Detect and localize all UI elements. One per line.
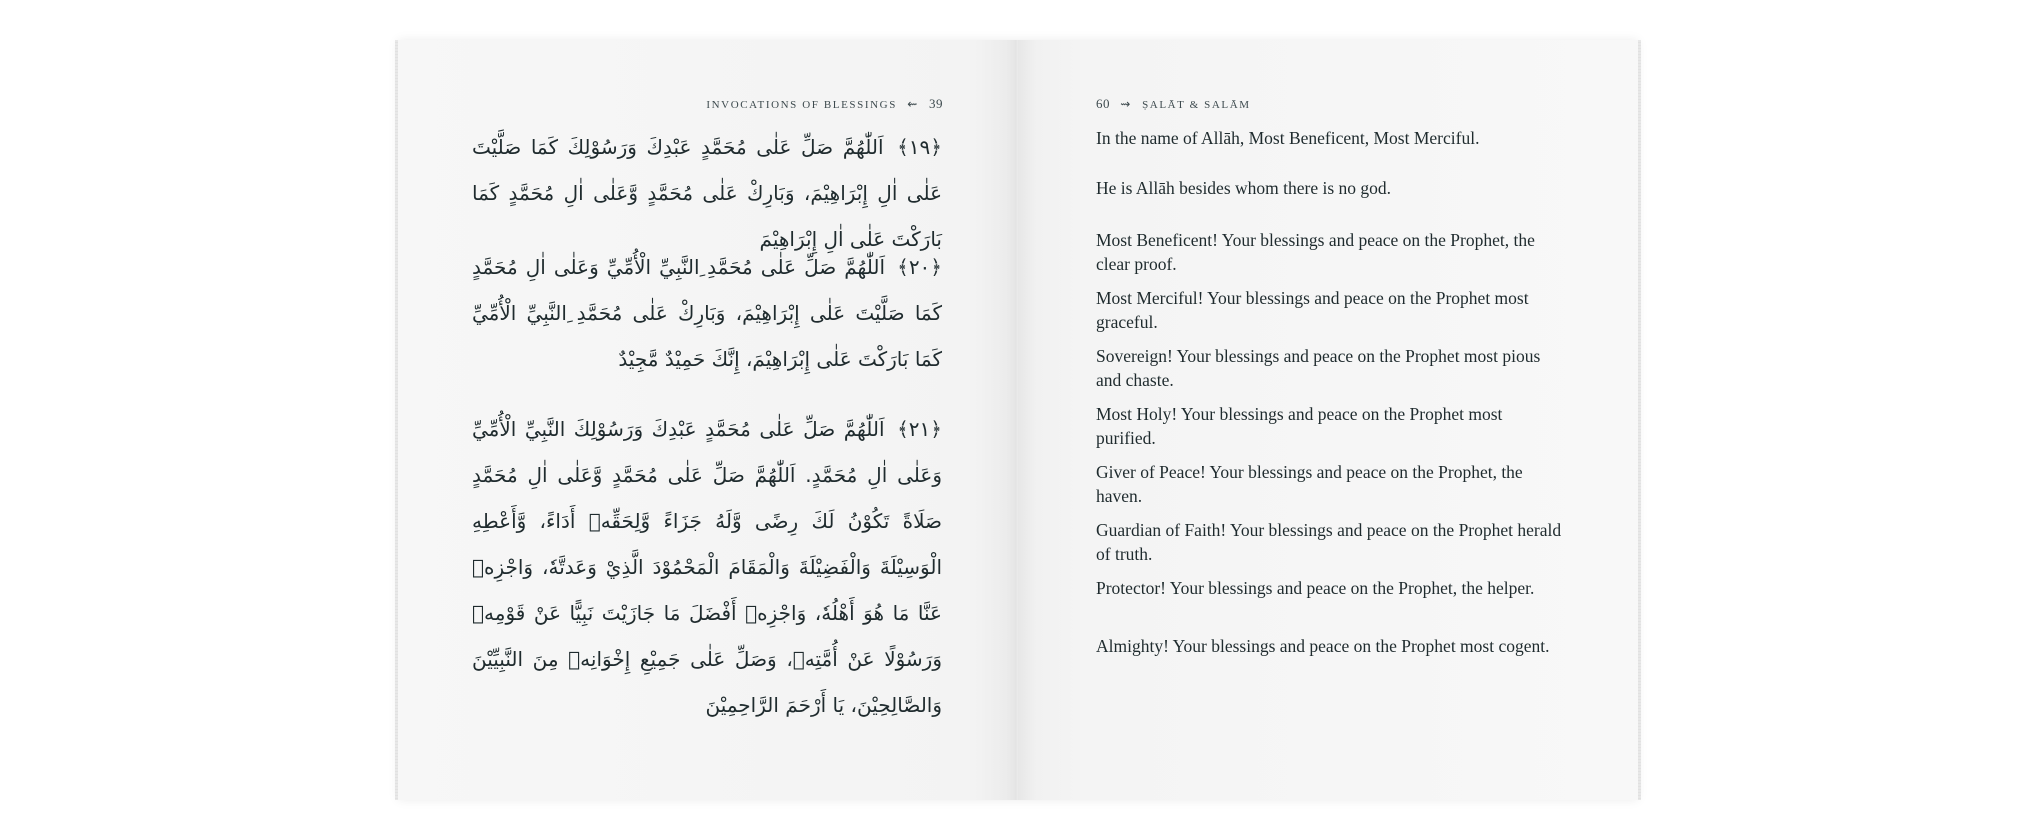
right-page-edge [1638, 40, 1641, 800]
open-book-spread [398, 40, 1638, 800]
left-page-number: 39 [929, 96, 943, 111]
translation-line: Most Merciful! Your blessings and peace on the Prophet most graceful. [1096, 288, 1529, 332]
arabic-text-21: اَللّٰهُمَّ صَلِّ عَلٰى مُحَمَّدٍ عَبْدِكَ وَرَسُوْلِكَ النَّبِيِّ الْأُمِّيِّ وَعَلٰى اٰلِ مُحَمَّدٍ. اَللّٰهُمَّ صَلِّ عَلٰى مُحَمَّدٍ وَّعَلٰى اٰلِ مُحَمَّدٍ صَلَاةً تَكُوْنُ لَكَ رِضًى وَّلَهُ جَزَاءً وَّلِحَقِّهٖ أَدَاءً، وَّأَعْطِهِ الْوَسِيْلَةَ وَالْفَضِيْلَةَ وَالْمَقَامَ الْمَحْمُوْدَ الَّذِيْ وَعَدتَّهٗ، وَاجْزِهٖ عَنَّا مَا هُوَ أَهْلُهٗ، وَاجْزِهٖ أَفْضَلَ مَا جَازَيْتَ نَبِيًّا عَنْ قَوْمِهٖ وَرَسُوْلًا عَنْ أُمَّتِهٖ، وَصَلِّ عَلٰى جَمِيْعِ إِخْوَانِهٖ مِنَ النَّبِيِّيْنَ وَالصَّالِحِيْنَ، يَا أَرْحَمَ الرَّاحِمِيْنَ [472, 417, 942, 717]
right-running-head-title: ṢALĀT & SALĀM [1142, 99, 1251, 111]
translation-line: Almighty! Your blessings and peace on the Prophet most cogent. [1096, 636, 1550, 656]
right-page [1018, 40, 1638, 800]
translation-line: Guardian of Faith! Your blessings and peace on the Prophet herald of truth. [1096, 520, 1562, 564]
left-running-head [706, 96, 943, 112]
translation-line: Most Holy! Your blessings and peace on the Prophet most purified. [1096, 404, 1503, 448]
translation-line: Sovereign! Your blessings and peace on the Prophet most pious and chaste. [1096, 346, 1541, 390]
translation-line: He is Allāh besides whom there is no god. [1096, 178, 1392, 198]
paragraph-number-20: ﴿٢٠﴾ [897, 255, 943, 279]
left-arrow-icon: ⇜ [907, 97, 919, 111]
arabic-text-20: اَللّٰهُمَّ صَلِّ عَلٰى مُحَمَّدِ ِالنَّبِيِّ الْأُمِّيِّ وَعَلٰى اٰلِ مُحَمَّدٍ كَمَا صَلَّيْتَ عَلٰى إِبْرَاهِيْمَ، وَبَارِكْ عَلٰى مُحَمَّدِ ِالنَّبِيِّ الْأُمِّيِّ كَمَا بَارَكْتَ عَلٰى إِبْرَاهِيْمَ، إِنَّكَ حَمِيْدٌ مَّجِيْدٌ [472, 255, 942, 371]
left-running-head-title: INVOCATIONS OF BLESSINGS [706, 99, 897, 111]
right-page-number: 60 [1096, 96, 1110, 111]
right-running-head [1096, 96, 1251, 112]
paragraph-number-19: ﴿١٩﴾ [897, 135, 942, 159]
right-arrow-icon: ⇝ [1120, 97, 1132, 111]
translation-line: Most Beneficent! Your blessings and peace on the Prophet, the clear proof. [1096, 230, 1535, 274]
translation-line: In the name of Allāh, Most Beneficent, Most Merciful. [1096, 128, 1480, 148]
arabic-text-19: اَللّٰهُمَّ صَلِّ عَلٰى مُحَمَّدٍ عَبْدِكَ وَرَسُوْلِكَ كَمَا صَلَّيْتَ عَلٰى اٰلِ إِبْرَاهِيْمَ، وَبَارِكْ عَلٰى مُحَمَّدٍ وَّعَلٰى اٰلِ مُحَمَّدٍ كَمَا بَارَكْتَ عَلٰى اٰلِ إِبْرَاهِيْمَ [472, 135, 942, 251]
arabic-paragraph-21 [472, 406, 942, 728]
left-page [398, 40, 1018, 800]
translation-line: Protector! Your blessings and peace on the Prophet, the helper. [1096, 578, 1535, 598]
arabic-paragraph-19 [472, 124, 942, 262]
paragraph-number-21: ﴿٢١﴾ [897, 417, 942, 441]
arabic-paragraph-20 [472, 244, 942, 382]
translation-line: Giver of Peace! Your blessings and peace on the Prophet, the haven. [1096, 462, 1523, 506]
